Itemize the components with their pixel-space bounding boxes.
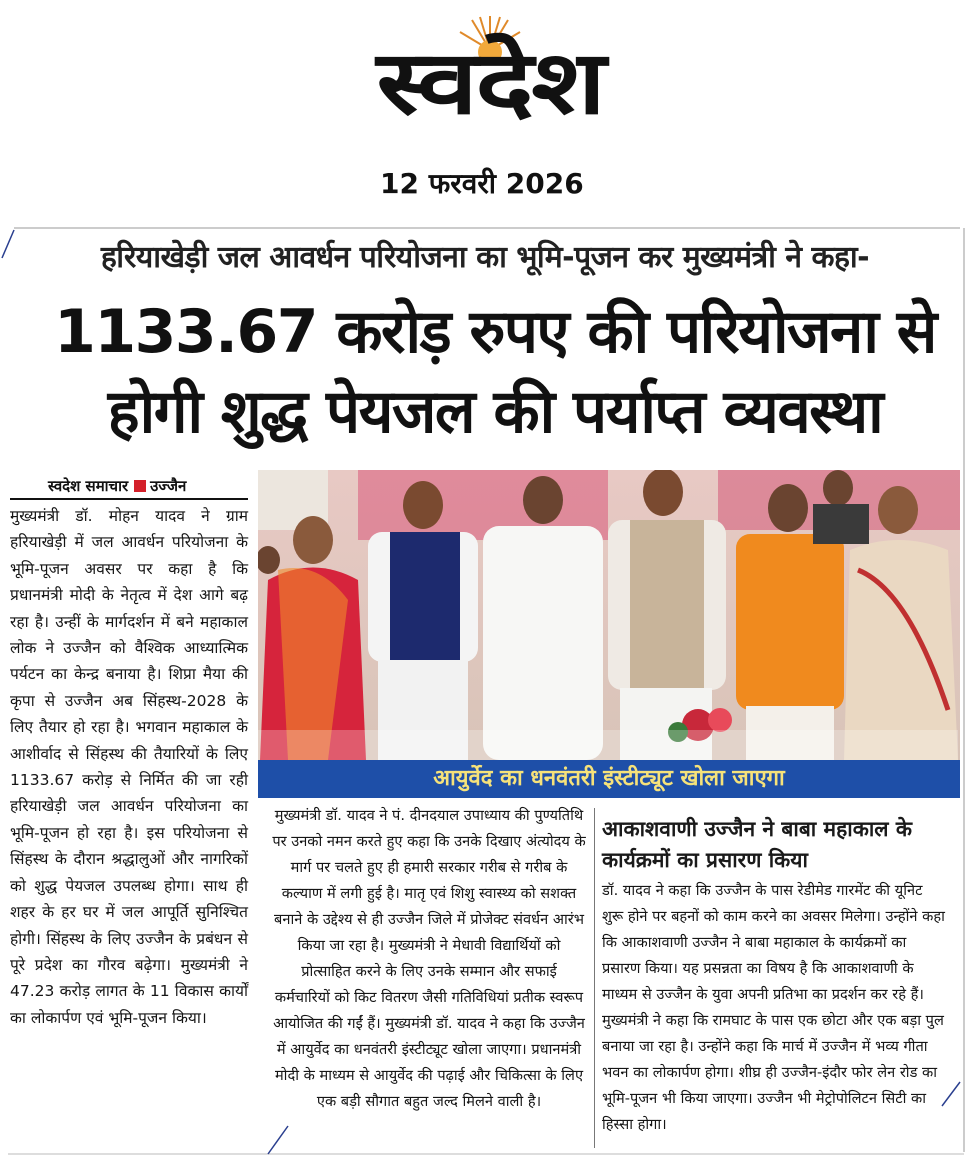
- column-divider: [594, 808, 595, 1148]
- newspaper-logo: स्वदेश: [376, 30, 604, 134]
- byline-place: उज्जैन: [150, 477, 187, 495]
- red-square-icon: [134, 480, 146, 492]
- article-column-3: डॉ. यादव ने कहा कि उज्जैन के पास रेडीमेड गारमेंट की यूनिट शुरू होने पर बहनों को काम करने का अवसर मिलेगा। उन्होंने कहा कि आकाशवाणी उज्जैन ने बाबा महाकाल के कार्यक्रमों का प्रसारण किया। यह प्रसन्नता का विषय है कि आकाशवाणी के माध्यम से उज्जैन के युवा अपनी प्रतिभा का प्रदर्शन कर रहे हैं। मुख्यमंत्री ने कहा कि रामघाट के पास एक छोटा और एक बड़ा पुल बनाया जा रहा है। उन्होंने कहा कि मार्च में उज्जैन में भव्य गीता भवन का लोकार्पण होगा। शीघ्र ही उज्जैन-इंदौर फोर लेन रोड का भूमि-पूजन भी किया जाएगा। उज्जैन भी मेट्रोपोलिटन सिटी का हिस्सा होगा।: [602, 882, 945, 1133]
- byline: [48, 474, 248, 498]
- event-photo: [258, 470, 960, 760]
- column-rule: [10, 498, 248, 500]
- headline-line-1: 1133.67 करोड़ रुपए की परियोजना से: [54, 297, 936, 367]
- article-subhead-2: आकाशवाणी उज्जैन ने बाबा महाकाल के कार्यक्रमों का प्रसारण किया: [602, 817, 912, 872]
- event-photo-illustration: [258, 470, 960, 760]
- masthead: [270, 10, 710, 150]
- headline-line-2: होगी शुद्ध पेयजल की पर्याप्त व्यवस्था: [107, 377, 883, 447]
- article-kicker: हरियाखेड़ी जल आवर्धन परियोजना का भूमि-पूजन कर मुख्यमंत्री ने कहा-: [100, 240, 870, 275]
- article-column-1: मुख्यमंत्री डॉ. मोहन यादव ने ग्राम हरियाखेड़ी में जल आवर्धन परियोजना के भूमि-पूजन अवसर पर कहा है कि प्रधानमंत्री मोदी के नेतृत्व में देश आगे बढ़ रहा है। उन्हीं के मार्गदर्शन में बने महाकाल लोक ने उज्जैन को वैश्विक आध्यात्मिक पर्यटन का केन्द्र बनाया है। शिप्रा मैया की कृपा से उज्जैन अब सिंहस्थ-2028 के लिए तैयार हो रहा है। भगवान महाकाल के आशीर्वाद से सिंहस्थ की तैयारियों के लिए 1133.67 करोड़ से निर्मित की जा रही हरियाखेड़ी जल आवर्धन परियोजना का भूमि-पूजन हो रहा है। इस परियोजना से सिंहस्थ के दौरान श्रद्धालुओं और नागरिकों को शुद्ध पेयजल उपलब्ध होगा। साथ ही शहर के हर घर में जल आपूर्ति सुनिश्चित होगी। सिंहस्थ के लिए उज्जैन के प्रबंधन से पूरे प्रदेश का गौरव बढ़ेगा। मुख्यमंत्री ने 47.23 करोड़ लागत के 11 विकास कार्यों का लोकार्पण एवं भूमि-पूजन किया।: [10, 507, 248, 1027]
- article-headline: [20, 292, 970, 452]
- photo-caption: आयुर्वेद का धनवंतरी इंस्टीट्यूट खोला जाएगा: [433, 766, 785, 791]
- article-column-2: मुख्यमंत्री डॉ. यादव ने पं. दीनदयाल उपाध्याय की पुण्यतिथि पर उनको नमन करते हुए कहा कि उनके दिखाए अंत्योदय के मार्ग पर चलते हुए ही हमारी सरकार गरीब से गरीब के कल्याण में लगी हुई है। मातृ एवं शिशु स्वास्थ्य को सशक्त बनाने के उद्देश्य से ही उज्जैन जिले में प्रोजेक्ट संवर्धन आरंभ किया जा रहा है। मुख्यमंत्री ने मेधावी विद्यार्थियों को प्रोत्साहित करने के लिए उनके सम्मान और सफाई कर्मचारियों को किट वितरण जैसी गतिविधियां प्रतीक स्वरूप आयोजित की गईं हैं। मुख्यमंत्री डॉ. यादव ने कहा कि उज्जैन में आयुर्वेद का धनवंतरी इंस्टीट्यूट खोला जाएगा। प्रधानमंत्री मोदी के माध्यम से आयुर्वेद की पढ़ाई और चिकित्सा के लिए एक बड़ी सौगात बहुत जल्द मिलने वाली है।: [272, 807, 586, 1110]
- publication-date: 12 फरवरी 2026: [380, 167, 584, 200]
- byline-source: स्वदेश समाचार: [48, 477, 129, 495]
